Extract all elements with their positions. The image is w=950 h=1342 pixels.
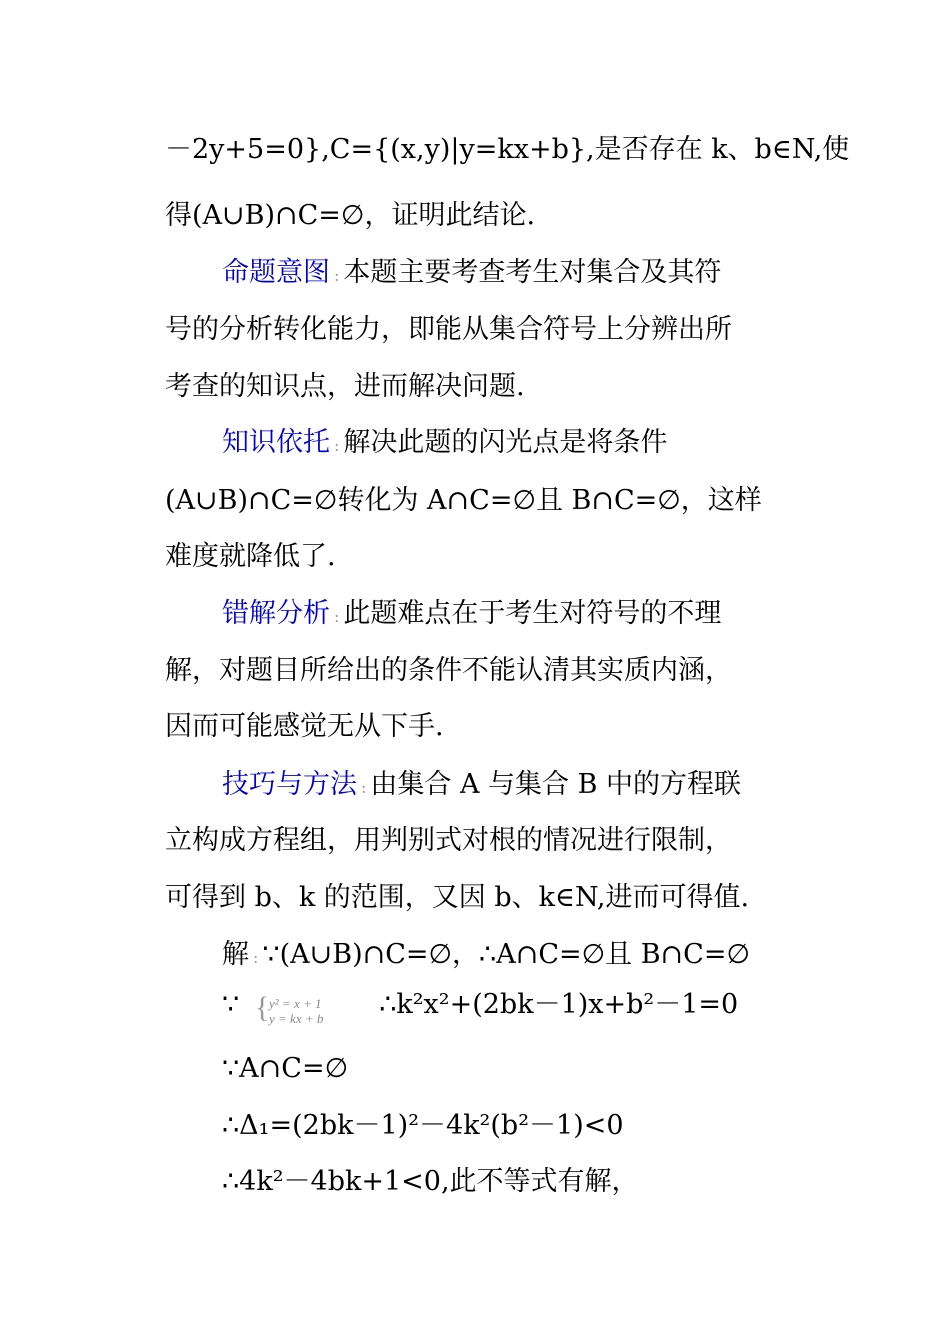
text-line: 考查的知识点，进而解决问题. xyxy=(165,371,525,402)
paragraph-error xyxy=(222,594,795,637)
text-span: 此题难点在于考生对符号的不理 xyxy=(343,598,722,629)
text-line: 得(A∪B)∩C=∅，证明此结论. xyxy=(165,200,536,231)
text-span: ∵(A∪B)∩C=∅，∴A∩C=∅且 B∩C=∅ xyxy=(262,939,750,970)
solution-line xyxy=(222,935,795,978)
heading-method: 技巧与方法 xyxy=(222,769,357,800)
heading-basis: 知识依托 xyxy=(222,427,330,458)
text-span: ∴k²x²+(2bk－1)x+b²－1=0 xyxy=(379,989,739,1020)
brace-icon: { xyxy=(255,991,270,1024)
equation-row: y = kx + b xyxy=(269,1011,324,1026)
equation-row: y² = x + 1 xyxy=(269,996,322,1011)
text-span: 解决此题的闪光点是将条件 xyxy=(343,427,668,458)
text-line: 号的分析转化能力，即能从集合符号上分辨出所 xyxy=(165,314,732,345)
colon: : xyxy=(361,778,367,797)
heading-error: 错解分析 xyxy=(222,598,330,629)
because-symbol: ∵ xyxy=(222,989,240,1020)
text-line: (A∪B)∩C=∅转化为 A∩C=∅且 B∩C=∅，这样 xyxy=(165,485,762,516)
colon: : xyxy=(334,436,340,455)
text-line: 因而可能感觉无从下手. xyxy=(165,711,444,742)
text-span: 由集合 A 与集合 B 中的方程联 xyxy=(370,769,742,800)
solution-line: ∴Δ₁=(2bk－1)²－4k²(b²－1)<0 xyxy=(222,1110,624,1141)
text-span: 本题主要考查考生对集合及其符 xyxy=(343,257,722,288)
paragraph-method xyxy=(222,765,795,808)
text-line: 可得到 b、k 的范围，又因 b、k∈N,进而可得值. xyxy=(165,882,750,913)
text-line: 立构成方程组，用判别式对根的情况进行限制， xyxy=(165,825,732,856)
colon: : xyxy=(253,948,259,967)
text-line: －2y+5=0},C={(x,y)|y=kx+b},是否存在 k、b∈N,使 xyxy=(165,134,850,165)
equation-system xyxy=(255,993,385,1027)
heading-intent: 命题意图 xyxy=(222,257,330,288)
text-line: 难度就降低了. xyxy=(165,541,336,572)
solution-label: 解 xyxy=(222,939,249,970)
colon: : xyxy=(334,607,340,626)
paragraph-basis xyxy=(222,423,795,466)
solution-line: ∵A∩C=∅ xyxy=(222,1053,349,1084)
solution-line: ∴4k²－4bk+1<0,此不等式有解， xyxy=(222,1166,639,1197)
colon: : xyxy=(334,266,340,285)
text-line: 解，对题目所给出的条件不能认清其实质内涵， xyxy=(165,655,732,686)
paragraph-intent xyxy=(222,253,795,296)
